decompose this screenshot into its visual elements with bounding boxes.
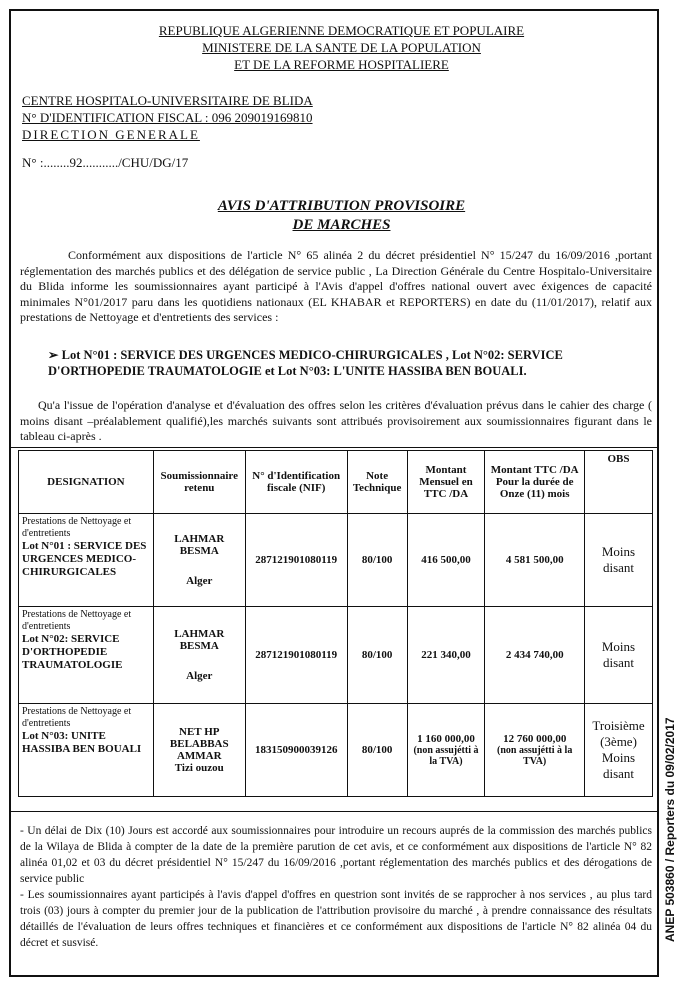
issuer-block <box>22 92 313 171</box>
designation-cell <box>19 704 154 797</box>
nif-cell: 287121901080119 <box>245 607 347 704</box>
obs-cell: Moins disant <box>585 514 653 607</box>
nif-cell: 287121901080119 <box>245 514 347 607</box>
total-amount: 2 434 740,00 <box>505 649 564 661</box>
reference-number: N° :........92.........../CHU/DG/17 <box>22 155 189 170</box>
notes-block <box>20 823 652 951</box>
monthly-cell <box>407 514 485 607</box>
separator <box>11 447 657 448</box>
monthly-note: (non assujétti à la TVA) <box>413 745 479 767</box>
arrow-bullet-icon: ➢ <box>48 348 62 362</box>
publication-stamp: ANEP 503860 / Reporters du 09/02/2017 <box>663 717 677 943</box>
designation-small: Prestations de Nettoyage et d'entretients <box>22 516 132 539</box>
designation-bold: Lot N°02: SERVICE D'ORTHOPEDIE TRAUMATOLOGIE <box>22 633 123 671</box>
designation-small: Prestations de Nettoyage et d'entretients <box>22 609 132 632</box>
note-cell: 80/100 <box>347 704 407 797</box>
issuer-direction: DIRECTION GENERALE <box>22 127 200 142</box>
table-row <box>19 607 653 704</box>
bidder-name: LAHMAR BESMA <box>174 533 225 557</box>
title-line-2: DE MARCHES <box>292 217 391 233</box>
header-line-2: MINISTERE DE LA SANTE DE LA POPULATION <box>202 40 481 55</box>
table-header-row <box>19 451 653 514</box>
designation-cell <box>19 514 154 607</box>
bidder-city: Tizi ouzou <box>174 762 224 774</box>
lots-text: Lot N°01 : SERVICE DES URGENCES MEDICO-CHIRURGICALES , Lot N°02: SERVICE D'ORTHOPEDIE TRAUMATOLOGIE et Lot N°03: L'UNITE HASSIBA BEN BOUALI. <box>48 348 563 378</box>
total-cell <box>485 607 585 704</box>
total-amount: 12 760 000,00 <box>503 733 567 745</box>
designation-bold: Lot N°01 : SERVICE DES URGENCES MEDICO-CHIRURGICALES <box>22 540 147 578</box>
col-monthly: Montant Mensuel en TTC /DA <box>407 451 485 514</box>
lots-line <box>48 347 648 379</box>
total-cell <box>485 514 585 607</box>
award-table <box>18 450 653 797</box>
bidder-cell <box>153 607 245 704</box>
document-header <box>0 22 683 73</box>
obs-cell: Moins disant <box>585 607 653 704</box>
col-total: Montant TTC /DA Pour la durée de Onze (11) mois <box>485 451 585 514</box>
note-appeal: - Un délai de Dix (10) Jours est accordé aux soumissionnaires pour introduire un recours auprés de la commission des marchés publics de la Wilaya de Blida à compter de la date de la première parution de cet avis, et ce conformément aux dispositions de l'article N° 82 alinéa 01,02 et 03 du décret présidentiel N° 15/247 du 16/09/2016 ,portant réglementation des marchés publics et des dérogations de service public <box>20 825 652 885</box>
monthly-cell <box>407 704 485 797</box>
monthly-amount: 221 340,00 <box>421 649 471 661</box>
bidder-city: Alger <box>186 670 213 682</box>
monthly-amount: 416 500,00 <box>421 554 471 566</box>
separator <box>11 811 657 812</box>
bidder-cell <box>153 704 245 797</box>
analysis-paragraph: Qu'a l'issue de l'opération d'analyse et d'évaluation des offres selon les critères d'évaluation prévus dans le cahier des charge ( moins disant –préalablement qualifié),les marchés suivants sont attribués provisoirement aux soumissionnaires figurant dans le tableau ci-après . <box>20 398 652 443</box>
col-note: Note Technique <box>347 451 407 514</box>
designation-small: Prestations de Nettoyage et d'entretients <box>22 706 132 729</box>
intro-paragraph: Conformément aux dispositions de l'article N° 65 alinéa 2 du décret présidentiel N° 15/247 du 16/09/2016 ,portant réglementation des marchés publics et des délégation de service public , La Direction Générale du Centre Hospitalo-Universitaire du Blida informe les soumissionnaires ayant participé à l'Avis d'appel d'offres national ouvert avec éxigences de capacité minimales N°01/2017 paru dans les quotidiens nationaux (EL KHABAR et REPORTERS) en date du (11/01/2017), relatif aux prestations de Nettoyage et d'entretients des services : <box>20 248 652 324</box>
bidder-name: LAHMAR BESMA <box>174 628 225 652</box>
obs-cell: Troisième (3ème) Moins disant <box>585 704 653 797</box>
total-amount: 4 581 500,00 <box>505 554 564 566</box>
designation-bold: Lot N°03: UNITE HASSIBA BEN BOUALI <box>22 730 142 755</box>
table-row <box>19 514 653 607</box>
designation-cell <box>19 607 154 704</box>
col-obs: OBS <box>585 451 653 514</box>
notice-title <box>0 197 683 235</box>
monthly-cell <box>407 607 485 704</box>
title-line-1: AVIS D'ATTRIBUTION PROVISOIRE <box>217 198 466 214</box>
issuer-name: CENTRE HOSPITALO-UNIVERSITAIRE DE BLIDA <box>22 93 313 108</box>
col-nif: N° d'Identification fiscale (NIF) <box>245 451 347 514</box>
monthly-amount: 1 160 000,00 <box>417 733 475 745</box>
note-results: - Les soumissionnaires ayant participés à l'avis d'appel d'offres en questrion sont invités de se rapprocher à nos services , au plus tard trois (03) jours à compter du premier jour de la publication de l'attribution provisoire du marché , à prendre connaissance des résultats détaillés de l'évaluation de leurs offres techniques et financières et ce conformément aux dispositions de l'article N° 82 alinéa 04 du décret et susvisé. <box>20 889 652 949</box>
col-bidder: Soumissionnaire retenu <box>153 451 245 514</box>
table-row <box>19 704 653 797</box>
note-cell: 80/100 <box>347 514 407 607</box>
header-line-1: REPUBLIQUE ALGERIENNE DEMOCRATIQUE ET POPULAIRE <box>158 23 525 38</box>
total-cell <box>485 704 585 797</box>
bidder-name: NET HP BELABBAS AMMAR <box>169 726 229 762</box>
issuer-nif: N° D'IDENTIFICATION FISCAL : 096 209019169810 <box>22 110 313 125</box>
col-designation: DESIGNATION <box>19 451 154 514</box>
bidder-city: Alger <box>186 575 213 587</box>
nif-cell: 183150900039126 <box>245 704 347 797</box>
note-cell: 80/100 <box>347 607 407 704</box>
header-line-3: ET DE LA REFORME HOSPITALIERE <box>234 57 449 72</box>
bidder-cell <box>153 514 245 607</box>
total-note: (non assujétti à la TVA) <box>497 745 573 767</box>
